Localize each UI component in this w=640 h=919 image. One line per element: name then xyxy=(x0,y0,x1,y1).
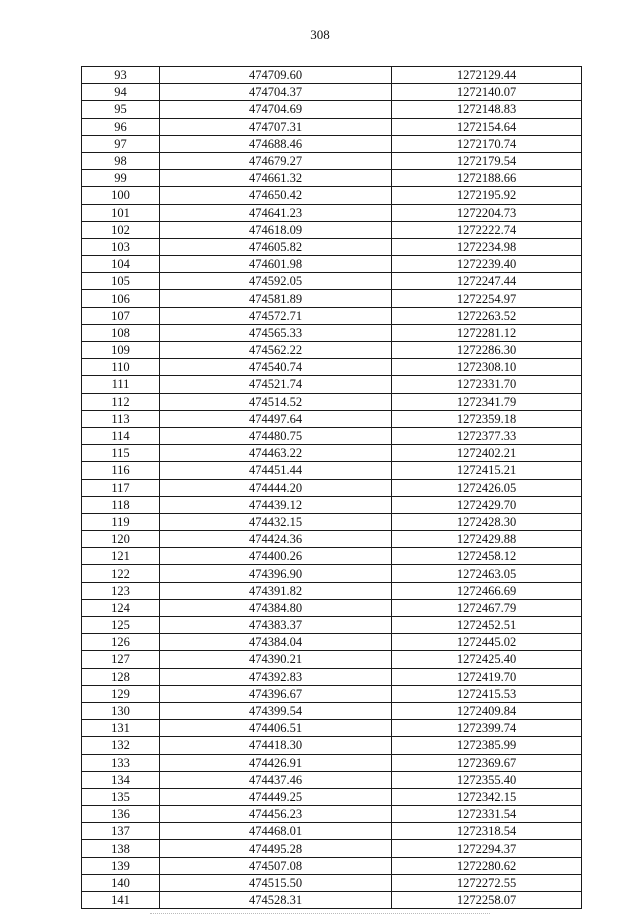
table-row xyxy=(82,496,582,513)
page-bottom-rule xyxy=(150,913,490,914)
table-row xyxy=(82,204,582,221)
table-row xyxy=(82,427,582,444)
point-number-cell: 134 xyxy=(82,771,160,788)
table-row xyxy=(82,84,582,101)
y-coordinate-cell: 1272179.54 xyxy=(392,152,582,169)
point-number-cell: 109 xyxy=(82,342,160,359)
table-row xyxy=(82,135,582,152)
page-number: 308 xyxy=(310,27,330,42)
y-coordinate-cell: 1272294.37 xyxy=(392,840,582,857)
point-number-cell: 117 xyxy=(82,479,160,496)
table-row xyxy=(82,668,582,685)
point-number-cell: 96 xyxy=(82,118,160,135)
y-coordinate-cell: 1272247.44 xyxy=(392,273,582,290)
x-coordinate-cell: 474605.82 xyxy=(160,238,392,255)
x-coordinate-cell: 474468.01 xyxy=(160,823,392,840)
y-coordinate-cell: 1272281.12 xyxy=(392,324,582,341)
point-number-cell: 95 xyxy=(82,101,160,118)
point-number-cell: 124 xyxy=(82,599,160,616)
point-number-cell: 113 xyxy=(82,410,160,427)
x-coordinate-cell: 474392.83 xyxy=(160,668,392,685)
table-row xyxy=(82,771,582,788)
y-coordinate-cell: 1272429.88 xyxy=(392,531,582,548)
y-coordinate-cell: 1272280.62 xyxy=(392,857,582,874)
point-number-cell: 110 xyxy=(82,359,160,376)
y-coordinate-cell: 1272148.83 xyxy=(392,101,582,118)
point-number-cell: 99 xyxy=(82,170,160,187)
x-coordinate-cell: 474618.09 xyxy=(160,221,392,238)
y-coordinate-cell: 1272428.30 xyxy=(392,513,582,530)
y-coordinate-cell: 1272466.69 xyxy=(392,582,582,599)
table-row xyxy=(82,359,582,376)
x-coordinate-cell: 474439.12 xyxy=(160,496,392,513)
x-coordinate-cell: 474396.90 xyxy=(160,565,392,582)
x-coordinate-cell: 474521.74 xyxy=(160,376,392,393)
table-row xyxy=(82,238,582,255)
x-coordinate-cell: 474650.42 xyxy=(160,187,392,204)
y-coordinate-cell: 1272286.30 xyxy=(392,342,582,359)
point-number-cell: 138 xyxy=(82,840,160,857)
y-coordinate-cell: 1272204.73 xyxy=(392,204,582,221)
point-number-cell: 114 xyxy=(82,427,160,444)
table-row xyxy=(82,840,582,857)
table-row xyxy=(82,187,582,204)
x-coordinate-cell: 474704.69 xyxy=(160,101,392,118)
point-number-cell: 141 xyxy=(82,892,160,909)
y-coordinate-cell: 1272342.15 xyxy=(392,788,582,805)
table-row xyxy=(82,754,582,771)
point-number-cell: 132 xyxy=(82,737,160,754)
table-row xyxy=(82,874,582,891)
x-coordinate-cell: 474463.22 xyxy=(160,445,392,462)
x-coordinate-cell: 474400.26 xyxy=(160,548,392,565)
table-row xyxy=(82,720,582,737)
point-number-cell: 93 xyxy=(82,67,160,84)
table-row xyxy=(82,531,582,548)
x-coordinate-cell: 474592.05 xyxy=(160,273,392,290)
point-number-cell: 125 xyxy=(82,617,160,634)
x-coordinate-cell: 474418.30 xyxy=(160,737,392,754)
y-coordinate-cell: 1272458.12 xyxy=(392,548,582,565)
y-coordinate-cell: 1272188.66 xyxy=(392,170,582,187)
table-row xyxy=(82,582,582,599)
point-number-cell: 119 xyxy=(82,513,160,530)
x-coordinate-cell: 474497.64 xyxy=(160,410,392,427)
point-number-cell: 116 xyxy=(82,462,160,479)
coordinates-table xyxy=(81,66,582,909)
point-number-cell: 97 xyxy=(82,135,160,152)
y-coordinate-cell: 1272415.21 xyxy=(392,462,582,479)
point-number-cell: 108 xyxy=(82,324,160,341)
table-row xyxy=(82,67,582,84)
y-coordinate-cell: 1272254.97 xyxy=(392,290,582,307)
x-coordinate-cell: 474641.23 xyxy=(160,204,392,221)
x-coordinate-cell: 474515.50 xyxy=(160,874,392,891)
y-coordinate-cell: 1272341.79 xyxy=(392,393,582,410)
y-coordinate-cell: 1272426.05 xyxy=(392,479,582,496)
y-coordinate-cell: 1272140.07 xyxy=(392,84,582,101)
point-number-cell: 102 xyxy=(82,221,160,238)
x-coordinate-cell: 474432.15 xyxy=(160,513,392,530)
y-coordinate-cell: 1272425.40 xyxy=(392,651,582,668)
table-row xyxy=(82,806,582,823)
x-coordinate-cell: 474495.28 xyxy=(160,840,392,857)
point-number-cell: 123 xyxy=(82,582,160,599)
table-row xyxy=(82,393,582,410)
point-number-cell: 140 xyxy=(82,874,160,891)
table-row xyxy=(82,513,582,530)
x-coordinate-cell: 474424.36 xyxy=(160,531,392,548)
table-row xyxy=(82,342,582,359)
point-number-cell: 136 xyxy=(82,806,160,823)
table-row xyxy=(82,170,582,187)
point-number-cell: 106 xyxy=(82,290,160,307)
table-row xyxy=(82,479,582,496)
x-coordinate-cell: 474581.89 xyxy=(160,290,392,307)
point-number-cell: 104 xyxy=(82,256,160,273)
table-row xyxy=(82,410,582,427)
point-number-cell: 107 xyxy=(82,307,160,324)
y-coordinate-cell: 1272355.40 xyxy=(392,771,582,788)
point-number-cell: 118 xyxy=(82,496,160,513)
y-coordinate-cell: 1272331.54 xyxy=(392,806,582,823)
x-coordinate-cell: 474709.60 xyxy=(160,67,392,84)
y-coordinate-cell: 1272359.18 xyxy=(392,410,582,427)
table-row xyxy=(82,445,582,462)
x-coordinate-cell: 474562.22 xyxy=(160,342,392,359)
point-number-cell: 137 xyxy=(82,823,160,840)
table-row xyxy=(82,685,582,702)
x-coordinate-cell: 474707.31 xyxy=(160,118,392,135)
y-coordinate-cell: 1272263.52 xyxy=(392,307,582,324)
table-row xyxy=(82,737,582,754)
x-coordinate-cell: 474601.98 xyxy=(160,256,392,273)
table-row xyxy=(82,376,582,393)
coordinates-table-body xyxy=(82,67,582,909)
table-row xyxy=(82,788,582,805)
table-row xyxy=(82,307,582,324)
point-number-cell: 111 xyxy=(82,376,160,393)
point-number-cell: 133 xyxy=(82,754,160,771)
table-row xyxy=(82,256,582,273)
point-number-cell: 126 xyxy=(82,634,160,651)
table-row xyxy=(82,599,582,616)
x-coordinate-cell: 474688.46 xyxy=(160,135,392,152)
y-coordinate-cell: 1272369.67 xyxy=(392,754,582,771)
y-coordinate-cell: 1272308.10 xyxy=(392,359,582,376)
y-coordinate-cell: 1272429.70 xyxy=(392,496,582,513)
point-number-cell: 131 xyxy=(82,720,160,737)
y-coordinate-cell: 1272445.02 xyxy=(392,634,582,651)
table-row xyxy=(82,857,582,874)
y-coordinate-cell: 1272222.74 xyxy=(392,221,582,238)
x-coordinate-cell: 474383.37 xyxy=(160,617,392,634)
y-coordinate-cell: 1272272.55 xyxy=(392,874,582,891)
y-coordinate-cell: 1272234.98 xyxy=(392,238,582,255)
y-coordinate-cell: 1272463.05 xyxy=(392,565,582,582)
x-coordinate-cell: 474384.04 xyxy=(160,634,392,651)
y-coordinate-cell: 1272318.54 xyxy=(392,823,582,840)
table-row xyxy=(82,290,582,307)
point-number-cell: 139 xyxy=(82,857,160,874)
x-coordinate-cell: 474406.51 xyxy=(160,720,392,737)
y-coordinate-cell: 1272409.84 xyxy=(392,702,582,719)
table-row xyxy=(82,565,582,582)
x-coordinate-cell: 474565.33 xyxy=(160,324,392,341)
y-coordinate-cell: 1272415.53 xyxy=(392,685,582,702)
table-row xyxy=(82,462,582,479)
y-coordinate-cell: 1272154.64 xyxy=(392,118,582,135)
x-coordinate-cell: 474449.25 xyxy=(160,788,392,805)
point-number-cell: 129 xyxy=(82,685,160,702)
y-coordinate-cell: 1272399.74 xyxy=(392,720,582,737)
y-coordinate-cell: 1272377.33 xyxy=(392,427,582,444)
x-coordinate-cell: 474399.54 xyxy=(160,702,392,719)
x-coordinate-cell: 474507.08 xyxy=(160,857,392,874)
table-row xyxy=(82,118,582,135)
table-row xyxy=(82,823,582,840)
x-coordinate-cell: 474426.91 xyxy=(160,754,392,771)
point-number-cell: 135 xyxy=(82,788,160,805)
x-coordinate-cell: 474451.44 xyxy=(160,462,392,479)
x-coordinate-cell: 474390.21 xyxy=(160,651,392,668)
point-number-cell: 127 xyxy=(82,651,160,668)
x-coordinate-cell: 474480.75 xyxy=(160,427,392,444)
table-row xyxy=(82,101,582,118)
table-row xyxy=(82,617,582,634)
point-number-cell: 101 xyxy=(82,204,160,221)
y-coordinate-cell: 1272129.44 xyxy=(392,67,582,84)
y-coordinate-cell: 1272331.70 xyxy=(392,376,582,393)
x-coordinate-cell: 474444.20 xyxy=(160,479,392,496)
x-coordinate-cell: 474679.27 xyxy=(160,152,392,169)
x-coordinate-cell: 474391.82 xyxy=(160,582,392,599)
table-row xyxy=(82,892,582,909)
point-number-cell: 130 xyxy=(82,702,160,719)
table-row xyxy=(82,548,582,565)
x-coordinate-cell: 474661.32 xyxy=(160,170,392,187)
table-row xyxy=(82,152,582,169)
x-coordinate-cell: 474572.71 xyxy=(160,307,392,324)
table-row xyxy=(82,634,582,651)
x-coordinate-cell: 474396.67 xyxy=(160,685,392,702)
y-coordinate-cell: 1272385.99 xyxy=(392,737,582,754)
x-coordinate-cell: 474456.23 xyxy=(160,806,392,823)
x-coordinate-cell: 474437.46 xyxy=(160,771,392,788)
point-number-cell: 115 xyxy=(82,445,160,462)
x-coordinate-cell: 474384.80 xyxy=(160,599,392,616)
point-number-cell: 112 xyxy=(82,393,160,410)
y-coordinate-cell: 1272258.07 xyxy=(392,892,582,909)
y-coordinate-cell: 1272170.74 xyxy=(392,135,582,152)
point-number-cell: 122 xyxy=(82,565,160,582)
point-number-cell: 103 xyxy=(82,238,160,255)
y-coordinate-cell: 1272239.40 xyxy=(392,256,582,273)
table-row xyxy=(82,273,582,290)
table-row xyxy=(82,702,582,719)
y-coordinate-cell: 1272195.92 xyxy=(392,187,582,204)
point-number-cell: 120 xyxy=(82,531,160,548)
y-coordinate-cell: 1272419.70 xyxy=(392,668,582,685)
y-coordinate-cell: 1272467.79 xyxy=(392,599,582,616)
x-coordinate-cell: 474540.74 xyxy=(160,359,392,376)
table-row xyxy=(82,651,582,668)
y-coordinate-cell: 1272402.21 xyxy=(392,445,582,462)
point-number-cell: 121 xyxy=(82,548,160,565)
y-coordinate-cell: 1272452.51 xyxy=(392,617,582,634)
table-row xyxy=(82,324,582,341)
point-number-cell: 98 xyxy=(82,152,160,169)
table-row xyxy=(82,221,582,238)
point-number-cell: 128 xyxy=(82,668,160,685)
x-coordinate-cell: 474528.31 xyxy=(160,892,392,909)
x-coordinate-cell: 474514.52 xyxy=(160,393,392,410)
x-coordinate-cell: 474704.37 xyxy=(160,84,392,101)
point-number-cell: 100 xyxy=(82,187,160,204)
point-number-cell: 94 xyxy=(82,84,160,101)
point-number-cell: 105 xyxy=(82,273,160,290)
